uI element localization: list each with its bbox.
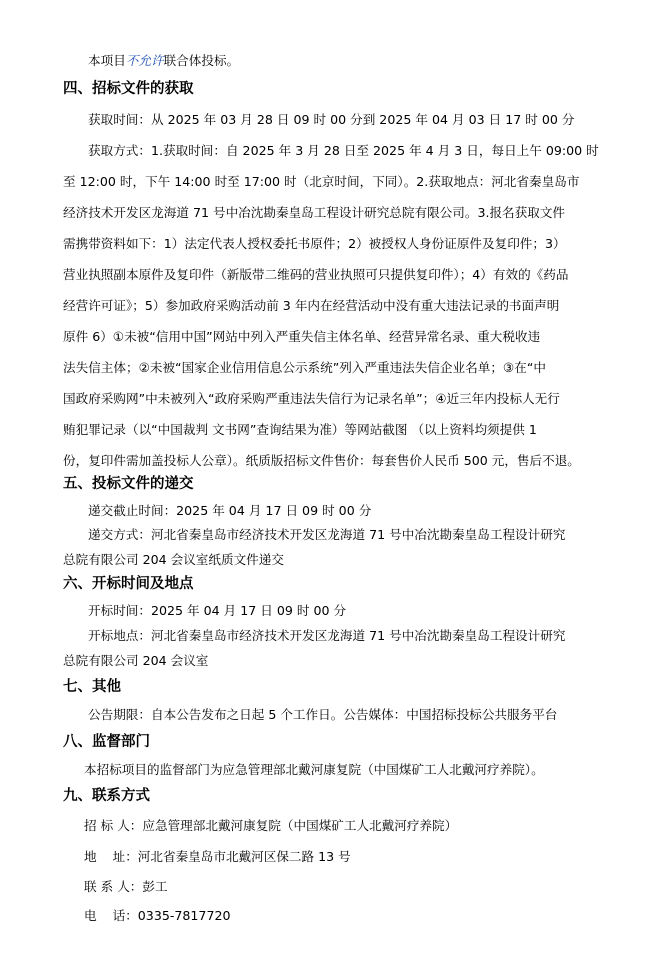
contact-label: 联 系 人： <box>84 879 143 894</box>
not-allowed-text: 不允许 <box>125 53 164 68</box>
acquire-method-line-10: 贿犯罪记录（以“中国裁判 文书网”查询结果为准）等网站截图 （以上资料均须提供 1 <box>63 422 537 437</box>
contact-row-person <box>84 879 168 895</box>
contact-row-address <box>84 849 351 865</box>
intro-suffix: 联合体投标。 <box>163 53 240 68</box>
contact-label: 电 话： <box>84 908 138 923</box>
contact-row-tenderer <box>84 818 457 834</box>
submit-method-line-2: 总院有限公司 204 会议室纸质文件递交 <box>63 552 284 567</box>
section-6-heading: 六、开标时间及地点 <box>63 576 194 592</box>
open-place-line-1: 开标地点：河北省秦皇岛市经济技术开发区龙海道 71 号中冶沈勘秦皇岛工程设计研究 <box>88 628 566 643</box>
contact-value: 河北省秦皇岛市北戴河区保二路 13 号 <box>137 849 351 864</box>
contact-row-phone <box>84 908 230 924</box>
acquire-method-line-5: 营业执照副本原件及复印件（新版带二维码的营业执照可只提供复印件）；4）有效的《药品 <box>63 267 569 282</box>
contact-label: 招 标 人： <box>84 818 143 833</box>
section-5-heading: 五、投标文件的递交 <box>63 476 194 492</box>
contact-value: 0335-7817720 <box>137 908 231 923</box>
acquire-method-line-9: 国政府采购网”中未被列入“政府采购严重违法失信行为记录名单”；④近三年内投标人无行 <box>63 391 560 406</box>
acquire-method-line-1: 获取方式：1.获取时间：自 2025 年 3 月 28 日至 2025 年 4 月 3 日，每日上午 09:00 时 <box>88 143 599 158</box>
contact-label: 地 址： <box>84 849 138 864</box>
submit-deadline: 递交截止时间：2025 年 04 月 17 日 09 时 00 分 <box>88 503 372 518</box>
intro-prefix: 本项目 <box>88 53 126 68</box>
section-9-heading: 九、联系方式 <box>63 788 150 804</box>
acquire-method-line-2: 至 12:00 时，下午 14:00 时至 17:00 时（北京时间，下同）。2.获取地点：河北省秦皇岛市 <box>63 174 580 189</box>
supervisor-text: 本招标项目的监督部门为应急管理部北戴河康复院（中国煤矿工人北戴河疗养院）。 <box>84 762 544 777</box>
section-8-heading: 八、监督部门 <box>63 734 150 750</box>
acquire-method-line-4: 需携带资料如下：1）法定代表人授权委托书原件；2）被授权人身份证原件及复印件；3） <box>63 236 566 251</box>
acquire-method-line-11: 份，复印件需加盖投标人公章）。纸质版招标文件售价：每套售价人民币 500 元，售后不退。 <box>63 453 580 468</box>
contact-value: 彭工 <box>142 879 168 894</box>
open-place-line-2: 总院有限公司 204 会议室 <box>63 653 209 668</box>
announcement-period: 公告期限：自本公告发布之日起 5 个工作日。公告媒体：中国招标投标公共服务平台 <box>88 707 558 722</box>
intro-line <box>88 53 239 69</box>
acquire-method-line-6: 经营许可证》；5）参加政府采购活动前 3 年内在经营活动中没有重大违法记录的书面声明 <box>63 298 560 313</box>
acquire-method-line-3: 经济技术开发区龙海道 71 号中冶沈勘秦皇岛工程设计研究总院有限公司。3.报名获取文件 <box>63 205 566 220</box>
section-4-heading: 四、招标文件的获取 <box>63 81 194 97</box>
submit-method-line-1: 递交方式：河北省秦皇岛市经济技术开发区龙海道 71 号中冶沈勘秦皇岛工程设计研究 <box>88 527 566 542</box>
acquire-method-line-7: 原件 6）①未被“信用中国”网站中列入严重失信主体名单、经营异常名录、重大税收违 <box>63 329 541 344</box>
acquire-time: 获取时间：从 2025 年 03 月 28 日 09 时 00 分到 2025 年 04 月 03 日 17 时 00 分 <box>88 112 575 127</box>
open-time: 开标时间：2025 年 04 月 17 日 09 时 00 分 <box>88 603 347 618</box>
acquire-method-line-8: 法失信主体；②未被“国家企业信用信息公示系统”列入严重违法失信企业名单；③在“中 <box>63 360 546 375</box>
section-7-heading: 七、其他 <box>63 679 121 695</box>
contact-value: 应急管理部北戴河康复院（中国煤矿工人北戴河疗养院） <box>142 818 458 833</box>
